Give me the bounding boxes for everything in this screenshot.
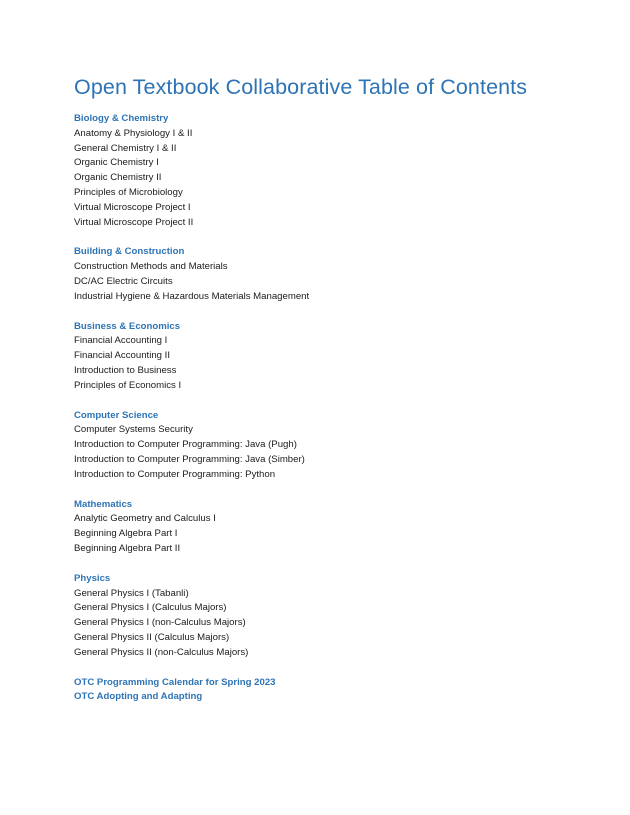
section-heading[interactable]: Biology & Chemistry — [74, 113, 169, 124]
toc-item-link[interactable]: General Physics I (non-Calculus Majors) — [74, 617, 246, 629]
section-heading[interactable]: Physics — [74, 572, 111, 584]
section-item-list — [74, 260, 574, 304]
section-item-list — [74, 334, 574, 393]
footer-link-adopting-adapting[interactable]: OTC Adopting and Adapting — [74, 691, 203, 703]
toc-item-link[interactable]: Virtual Microscope Project II — [74, 216, 194, 228]
toc-section — [74, 245, 574, 304]
toc-item-link[interactable]: General Chemistry I & II — [74, 142, 177, 154]
section-heading[interactable]: Mathematics — [74, 498, 133, 510]
toc-item-link[interactable]: General Physics I (Calculus Majors) — [74, 602, 227, 614]
toc-item-link[interactable]: Anatomy & Physiology I & II — [74, 127, 193, 139]
toc-item-link[interactable]: General Physics II (Calculus Majors) — [74, 631, 230, 643]
section-item-list — [74, 423, 574, 482]
section-item-list — [74, 587, 574, 661]
toc-item-link[interactable]: Introduction to Computer Programming: Java (Pugh) — [74, 439, 297, 451]
footer-links — [74, 676, 574, 706]
toc-item-link[interactable]: Beginning Algebra Part II — [74, 542, 181, 554]
toc-item-link[interactable]: Organic Chemistry I — [74, 157, 159, 169]
toc-item-link[interactable]: Industrial Hygiene & Hazardous Materials Management — [74, 290, 310, 302]
toc-item-link[interactable]: Financial Accounting II — [74, 350, 170, 362]
toc-item-link[interactable]: Analytic Geometry and Calculus I — [74, 513, 216, 525]
toc-item-link[interactable]: General Physics I (Tabanli) — [74, 587, 189, 599]
toc-item-link[interactable]: Principles of Economics I — [74, 379, 182, 391]
toc-section — [74, 320, 574, 394]
toc-sections — [74, 112, 574, 661]
toc-item-link[interactable]: Beginning Algebra Part I — [74, 528, 178, 540]
section-heading[interactable]: Business & Economics — [74, 320, 181, 332]
toc-item-link[interactable]: Financial Accounting I — [74, 335, 168, 347]
toc-item-link[interactable]: Organic Chemistry II — [74, 172, 162, 184]
section-item-list — [74, 127, 574, 231]
toc-item-link[interactable]: Introduction to Business — [74, 364, 177, 376]
toc-section — [74, 572, 574, 661]
table-of-contents — [74, 112, 574, 705]
toc-item-link[interactable]: General Physics II (non-Calculus Majors) — [74, 646, 249, 658]
footer-link-programming-calendar[interactable]: OTC Programming Calendar for Spring 2023 — [74, 676, 276, 688]
toc-item-link[interactable]: Computer Systems Security — [74, 424, 193, 436]
toc-item-link[interactable]: Virtual Microscope Project I — [74, 201, 191, 213]
page-title: Open Textbook Collaborative Table of Contents — [74, 75, 528, 99]
toc-item-link[interactable]: Principles of Microbiology — [74, 186, 183, 198]
section-heading[interactable]: Computer Science — [74, 409, 159, 421]
section-heading[interactable]: Building & Construction — [74, 246, 185, 258]
toc-item-link[interactable]: Construction Methods and Materials — [74, 261, 228, 273]
toc-section — [74, 498, 574, 557]
toc-item-link[interactable]: Introduction to Computer Programming: Python — [74, 468, 276, 480]
section-item-list — [74, 512, 574, 556]
toc-section — [74, 112, 574, 230]
toc-item-link[interactable]: Introduction to Computer Programming: Java (Simber) — [74, 453, 305, 465]
toc-item-link[interactable]: DC/AC Electric Circuits — [74, 275, 173, 287]
toc-section — [74, 409, 574, 483]
